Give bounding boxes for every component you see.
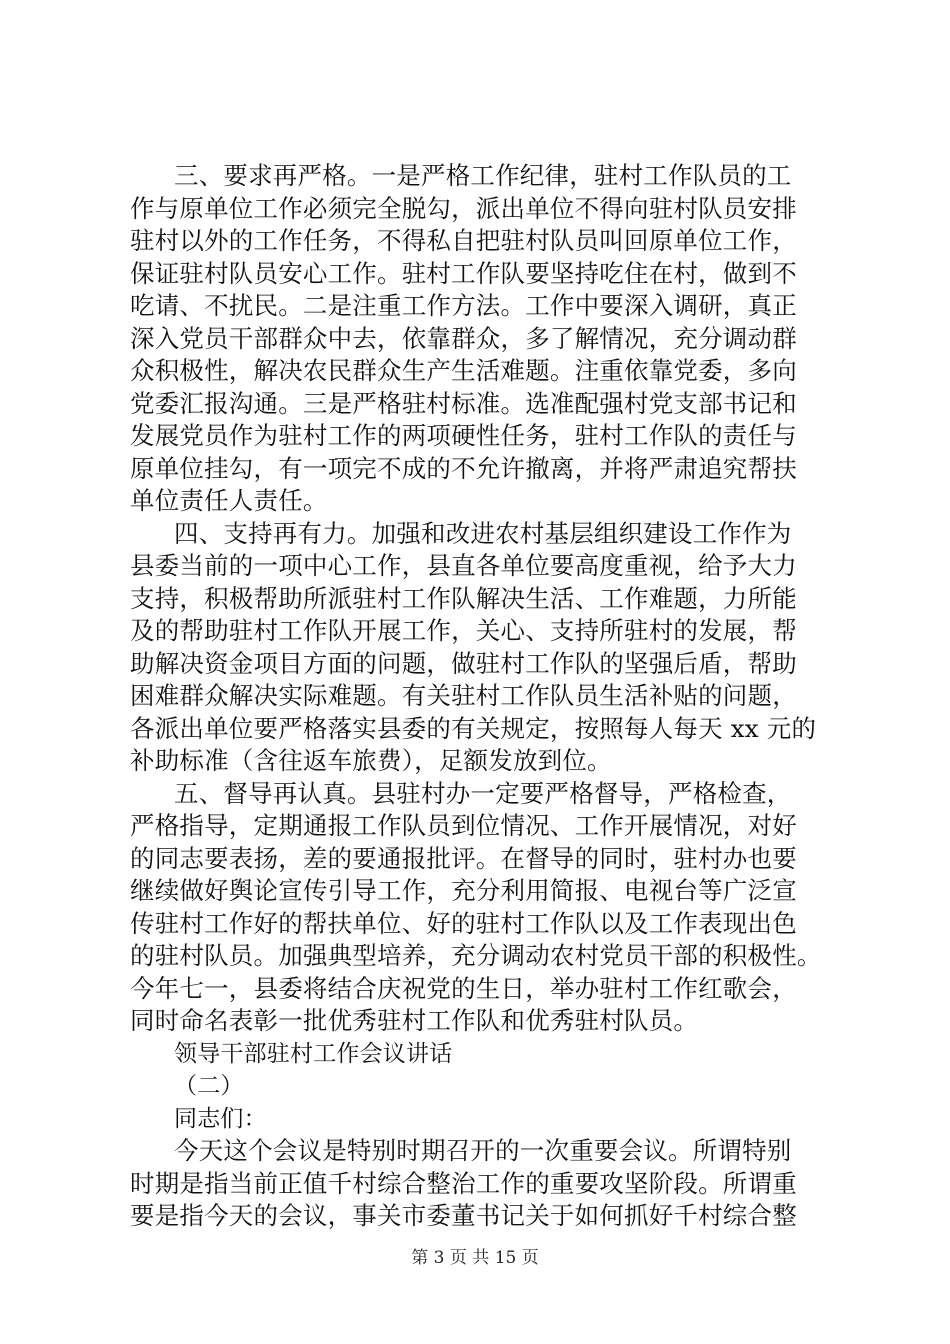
paragraph-line: 发展党员作为驻村工作的两项硬性任务，驻村工作队的责任与	[130, 421, 797, 450]
paragraph-line: 保证驻村队员安心工作。驻村工作队要坚持吃住在村，做到不	[130, 258, 797, 288]
paragraph-line: 四、支持再有力。加强和改进农村基层组织建设工作作为	[174, 518, 792, 548]
paragraph-line: 驻村以外的工作任务，不得私自把驻村队员叫回原单位工作，	[130, 226, 797, 255]
section-subtitle: （二）	[174, 1073, 244, 1099]
paragraph-line: 各派出单位要严格落实县委的有关规定，按照每人每天 xx 元的	[130, 713, 817, 743]
paragraph-line: 五、督导再认真。县驻村办一定要严格督导，严格检查，	[174, 778, 792, 808]
paragraph-line: 的同志要表扬，差的要通报批评。在督导的同时，驻村办也要	[130, 843, 797, 873]
paragraph-line: 众积极性，解决农民群众生产生活难题。注重依靠党委，多向	[130, 356, 797, 385]
paragraph-line: 支持，积极帮助所派驻村工作队解决生活、工作难题，力所能	[130, 583, 797, 613]
paragraph-line: 时期是指当前正值千村综合整治工作的重要攻坚阶段。所谓重	[130, 1168, 797, 1198]
paragraph-line: 及的帮助驻村工作队开展工作，关心、支持所驻村的发展，帮	[130, 616, 797, 645]
paragraph-line: 补助标准（含往返车旅费），足额发放到位。	[130, 746, 612, 775]
paragraph-line: 作与原单位工作必须完全脱勾，派出单位不得向驻村队员安排	[130, 193, 797, 223]
paragraph-line: 今天这个会议是特别时期召开的一次重要会议。所谓特别	[174, 1136, 792, 1165]
paragraph-line: 原单位挂勾，有一项完不成的不允许撤离，并将严肃追究帮扶	[130, 453, 797, 483]
paragraph-line: 传驻村工作好的帮扶单位、好的驻村工作队以及工作表现出色	[130, 908, 797, 938]
paragraph-line: 继续做好舆论宣传引导工作，充分利用简报、电视台等广泛宣	[130, 876, 797, 905]
paragraph-line: 三、要求再严格。一是严格工作纪律，驻村工作队员的工	[174, 161, 792, 190]
paragraph-line: 助解决资金项目方面的问题，做驻村工作队的坚强后盾，帮助	[130, 648, 797, 678]
paragraph-line: 同时命名表彰一批优秀驻村工作队和优秀驻村队员。	[130, 1006, 699, 1035]
section-title: 领导干部驻村工作会议讲话	[174, 1040, 453, 1067]
paragraph-line: 吃请、不扰民。二是注重工作方法。工作中要深入调研，真正	[130, 291, 797, 320]
paragraph-line: 县委当前的一项中心工作，县直各单位要高度重视，给予大力	[130, 551, 797, 580]
document-body	[130, 160, 830, 1233]
paragraph-line: 要是指今天的会议，事关市委董书记关于如何抓好千村综合整	[130, 1201, 797, 1230]
paragraph-line: 深入党员干部群众中去，依靠群众，多了解情况，充分调动群	[130, 323, 797, 353]
paragraph-line: 今年七一，县委将结合庆祝党的生日，举办驻村工作红歌会，	[130, 973, 797, 1003]
paragraph-line: 党委汇报沟通。三是严格驻村标准。选准配强村党支部书记和	[130, 388, 797, 418]
paragraph-line: 的驻村队员。加强典型培养，充分调动农村党员干部的积极性。	[130, 941, 822, 970]
paragraph-line: 严格指导，定期通报工作队员到位情况、工作开展情况，对好	[130, 811, 797, 840]
page-number-footer: 第 3 页 共 15 页	[411, 1248, 539, 1268]
paragraph-line: 困难群众解决实际难题。有关驻村工作队员生活补贴的问题，	[130, 681, 797, 710]
salutation: 同志们：	[174, 1105, 267, 1132]
paragraph-line: 单位责任人责任。	[130, 486, 328, 515]
